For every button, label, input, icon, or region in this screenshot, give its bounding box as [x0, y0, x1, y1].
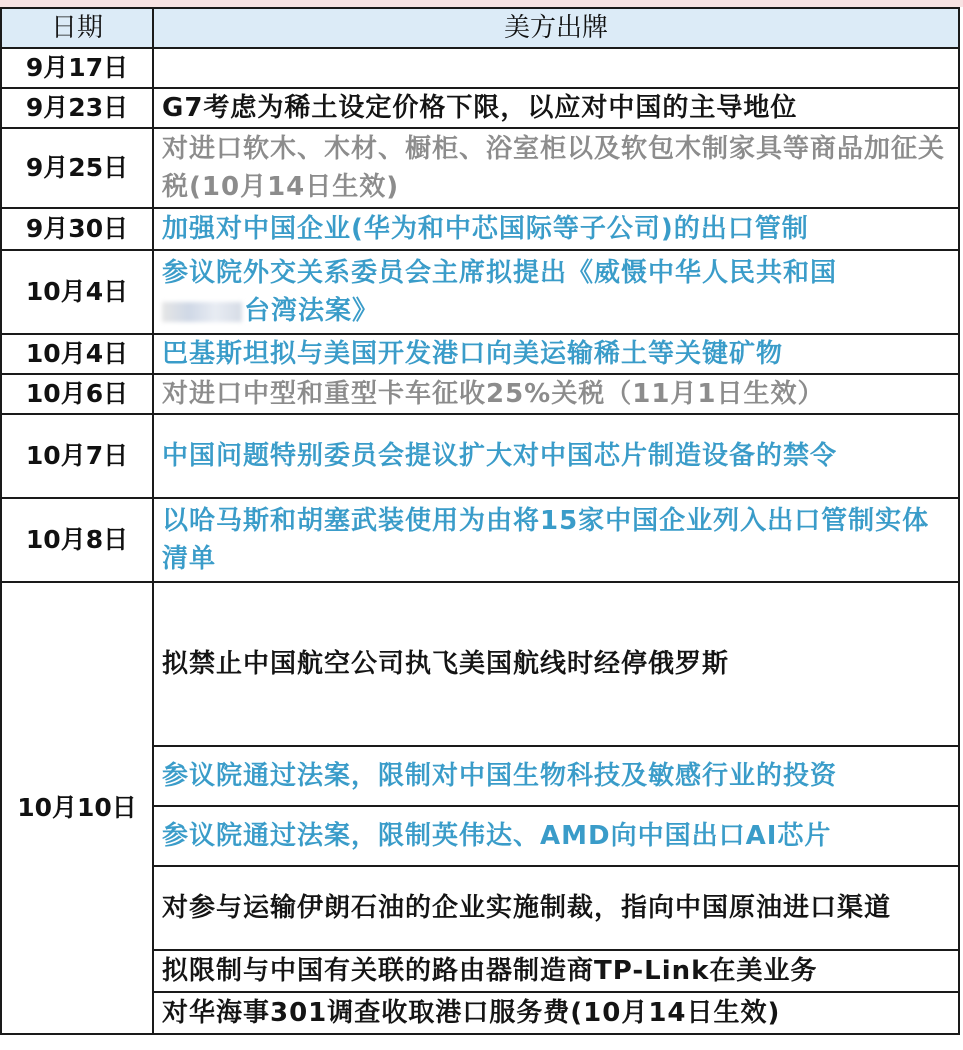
- row-date: 10月10日: [1, 582, 153, 1034]
- redaction-blur: [162, 302, 242, 322]
- row-action: G7考虑为稀土设定价格下限，以应对中国的主导地位: [153, 88, 959, 128]
- row-date: 9月30日: [1, 208, 153, 250]
- row-action: [153, 48, 959, 88]
- table-row: [1, 48, 959, 88]
- table-row: [1, 414, 959, 498]
- row-date: 10月4日: [1, 250, 153, 334]
- row-action: 参议院通过法案，限制英伟达、AMD向中国出口AI芯片: [153, 806, 959, 866]
- row-action: 加强对中国企业(华为和中芯国际等子公司)的出口管制: [153, 208, 959, 250]
- header-row: [1, 8, 959, 48]
- row-action: 以哈马斯和胡塞武装使用为由将15家中国企业列入出口管制实体清单: [153, 498, 959, 582]
- row-action: 巴基斯坦拟与美国开发港口向美运输稀土等关键矿物: [153, 334, 959, 374]
- table-row: [1, 88, 959, 128]
- row-action: 参议院通过法案，限制对中国生物科技及敏感行业的投资: [153, 746, 959, 806]
- row-action: 拟限制与中国有关联的路由器制造商TP-Link在美业务: [153, 950, 959, 992]
- row-action-line-2: 台湾法案》: [244, 296, 380, 326]
- row-action: 对进口软木、木材、橱柜、浴室柜以及软包木制家具等商品加征关税(10月14日生效): [153, 128, 959, 208]
- table-row: [1, 582, 959, 746]
- row-date: 9月17日: [1, 48, 153, 88]
- row-action: 对进口中型和重型卡车征收25%关税（11月1日生效）: [153, 374, 959, 414]
- row-date: 9月23日: [1, 88, 153, 128]
- row-date: 9月25日: [1, 128, 153, 208]
- table-row: [1, 128, 959, 208]
- actions-column-header: 美方出牌: [153, 8, 959, 48]
- date-column-header: 日期: [1, 8, 153, 48]
- row-action-line-1: 参议院外交关系委员会主席拟提出《威慑中华人民共和国: [162, 258, 838, 288]
- row-action: 对参与运输伊朗石油的企业实施制裁，指向中国原油进口渠道: [153, 866, 959, 950]
- row-date: 10月6日: [1, 374, 153, 414]
- row-date: 10月4日: [1, 334, 153, 374]
- row-action: 中国问题特别委员会提议扩大对中国芯片制造设备的禁令: [153, 414, 959, 498]
- us-actions-table: [0, 7, 960, 1035]
- table-row: [1, 208, 959, 250]
- row-date: 10月7日: [1, 414, 153, 498]
- row-action: 拟禁止中国航空公司执飞美国航线时经停俄罗斯: [153, 582, 959, 746]
- row-action: 对华海事301调查收取港口服务费(10月14日生效): [153, 992, 959, 1034]
- row-action: [153, 250, 959, 334]
- top-strip: [0, 0, 963, 7]
- table-row: [1, 374, 959, 414]
- table-row: [1, 498, 959, 582]
- table-row: [1, 334, 959, 374]
- table-row: [1, 250, 959, 334]
- row-date: 10月8日: [1, 498, 153, 582]
